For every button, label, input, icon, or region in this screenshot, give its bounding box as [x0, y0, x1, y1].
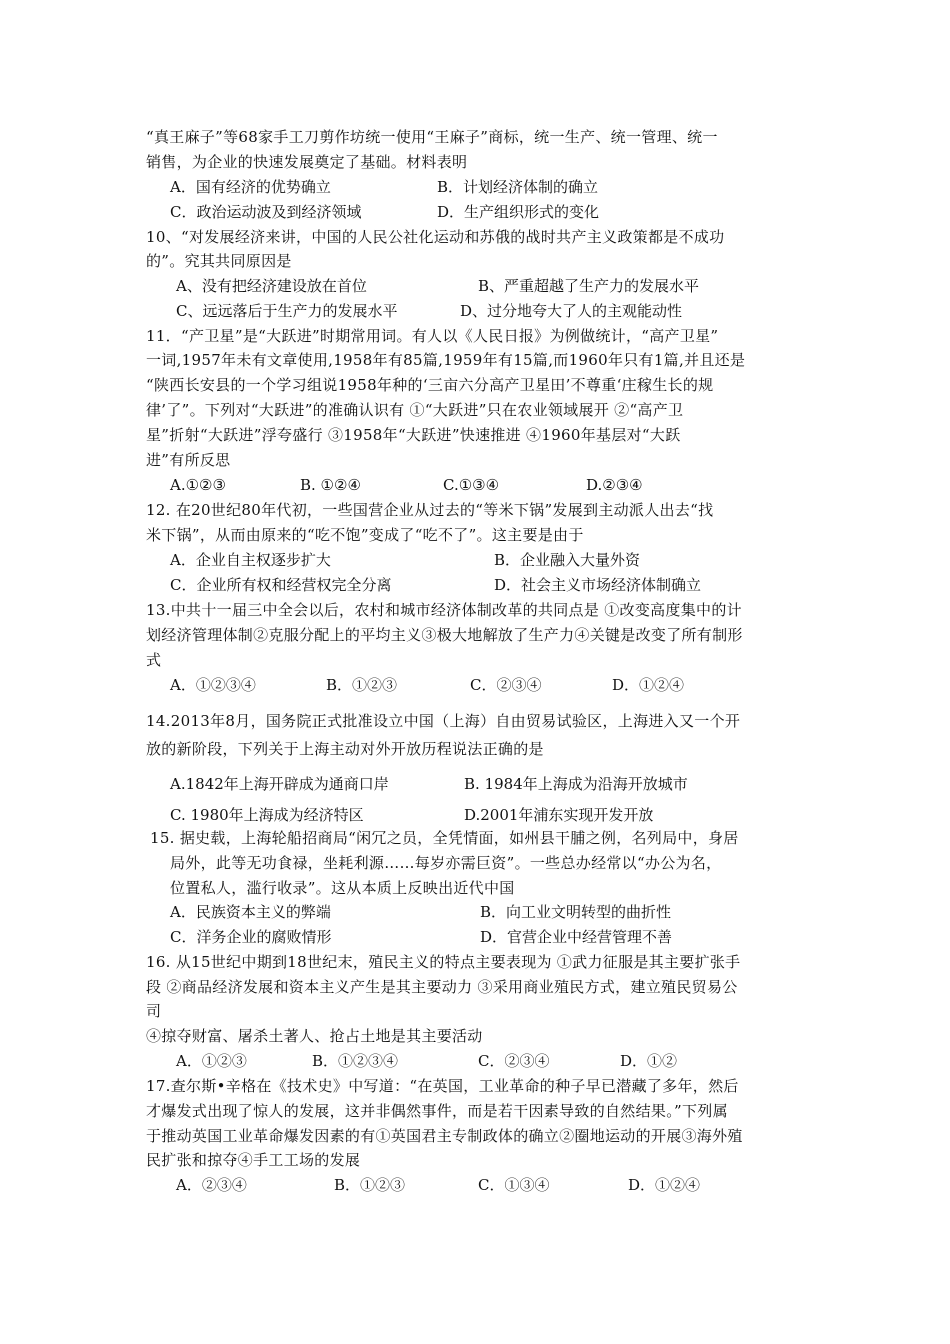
q16-option-c: C．②③④	[478, 1052, 550, 1070]
q17-option-d: D．①②④	[628, 1176, 701, 1194]
q17-option-a: A．②③④	[176, 1176, 247, 1194]
q10-text-line-2: 的”。究其共同原因是	[146, 252, 292, 270]
q14-option-b: B. 1984年上海成为沿海开放城市	[464, 775, 688, 793]
q14-text-line-2: 放的新阶段，下列关于上海主动对外开放历程说法正确的是	[146, 740, 544, 758]
q15-option-c: C．洋务企业的腐败情形	[170, 928, 332, 946]
q12-option-b: B．企业融入大量外资	[494, 551, 641, 569]
q11-option-b: B. ①②④	[300, 476, 361, 494]
q11-text-line-3: “陕西长安县的一个学习组说1958年种的‘三亩六分高产卫星田’不尊重‘庄稼生长的规	[146, 376, 714, 394]
q11-option-a: A.①②③	[170, 476, 226, 494]
q12-option-d: D．社会主义市场经济体制确立	[494, 576, 702, 594]
q17-option-c: C．①③④	[478, 1176, 550, 1194]
q17-text-line-2: 才爆发式出现了惊人的发展，这并非偶然事件，而是若干因素导致的自然结果。”下列属	[146, 1102, 728, 1120]
q11-option-d: D.②③④	[586, 476, 643, 494]
q11-text-line-2: 一词,1957年未有文章使用,1958年有85篇,1959年有15篇,而1960年只有1篇,并且还是	[146, 351, 746, 369]
q15-option-b: B．向工业文明转型的曲折性	[480, 903, 672, 921]
q10-option-c: C、远远落后于生产力的发展水平	[176, 302, 398, 320]
q14-option-d: D.2001年浦东实现开发开放	[464, 806, 654, 824]
q12-text-line-1: 12. 在20世纪80年代初，一些国营企业从过去的“等米下锅”发展到主动派人出去“找	[146, 501, 714, 519]
q13-text-line-2: 划经济管理体制②克服分配上的平均主义③极大地解放了生产力④关键是改变了所有制形	[146, 626, 743, 644]
q11-text-line-6: 进”有所反思	[146, 451, 231, 469]
q17-option-b: B．①②③	[334, 1176, 406, 1194]
q13-option-b: B．①②③	[326, 676, 398, 694]
q14-text-line-1: 14.2013年8月，国务院正式批准设立中国（上海）自由贸易试验区，上海进入又一个开	[146, 712, 741, 730]
q10-option-d: D、过分地夸大了人的主观能动性	[460, 302, 683, 320]
q13-text-line-3: 式	[146, 651, 162, 669]
q10-option-a: A、没有把经济建设放在首位	[176, 277, 367, 295]
q14-option-a: A.1842年上海开辟成为通商口岸	[170, 775, 389, 793]
q13-option-d: D．①②④	[612, 676, 685, 694]
q10-text-line-1: 10、“对发展经济来讲，中国的人民公社化运动和苏俄的战时共产主义政策都是不成功	[146, 228, 725, 246]
q12-option-c: C．企业所有权和经营权完全分离	[170, 576, 392, 594]
q12-text-line-2: 米下锅”，从而由原来的“吃不饱”变成了“吃不了”。这主要是由于	[146, 526, 584, 544]
q9-option-a: A．国有经济的优势确立	[170, 178, 331, 196]
q16-text-line-1: 16. 从15世纪中期到18世纪末，殖民主义的特点主要表现为 ①武力征服是其主要扩张手	[146, 953, 741, 971]
q17-text-line-3: 于推动英国工业革命爆发因素的有①英国君主专制政体的确立②圈地运动的开展③海外殖	[146, 1127, 743, 1145]
q13-option-c: C．②③④	[470, 676, 542, 694]
q15-text-line-2: 局外，此等无功食禄，坐耗利源……每岁亦需巨资”。一些总办经常以“办公为名，	[170, 854, 722, 872]
q11-option-c: C.①③④	[443, 476, 500, 494]
q14-option-c: C. 1980年上海成为经济特区	[170, 806, 364, 824]
q12-option-a: A．企业自主权逐步扩大	[170, 551, 331, 569]
q15-option-d: D．官营企业中经营管理不善	[480, 928, 673, 946]
q9-option-b: B．计划经济体制的确立	[437, 178, 599, 196]
q16-text-line-4: ④掠夺财富、屠杀土著人、抢占土地是其主要活动	[146, 1027, 483, 1045]
q13-option-a: A．①②③④	[170, 676, 256, 694]
q11-text-line-5: 星”折射“大跃进”浮夸盛行 ③1958年“大跃进”快速推进 ④1960年基层对“大跃	[146, 426, 681, 444]
q11-text-line-4: 律’了”。下列对“大跃进”的准确认识有 ①“大跃进”只在农业领域展开 ②“高产卫	[146, 401, 684, 419]
q16-text-line-2: 段 ②商品经济发展和资本主义产生是其主要动力 ③采用商业殖民方式，建立殖民贸易公	[146, 978, 738, 996]
q10-option-b: B、严重超越了生产力的发展水平	[478, 277, 700, 295]
q15-text-line-1: 15. 据史载，上海轮船招商局“闲冗之员，全凭情面，如州县干脯之例，名列局中，身居	[150, 829, 739, 847]
q16-option-a: A．①②③	[176, 1052, 247, 1070]
q16-text-line-3: 司	[146, 1002, 162, 1020]
q17-text-line-1: 17.查尔斯•辛格在《技术史》中写道：“在英国，工业革命的种子早已潜藏了多年，然后	[146, 1077, 739, 1095]
q9-text-line-2: 销售，为企业的快速发展奠定了基础。材料表明	[146, 153, 468, 171]
q9-text-line-1: “真王麻子”等68家手工刀剪作坊统一使用“王麻子”商标，统一生产、统一管理、统一	[146, 128, 718, 146]
q9-option-d: D．生产组织形式的变化	[437, 203, 600, 221]
q16-option-d: D．①②	[620, 1052, 678, 1070]
q16-option-b: B．①②③④	[312, 1052, 399, 1070]
q13-text-line-1: 13.中共十一届三中全会以后，农村和城市经济体制改革的共同点是 ①改变高度集中的计	[146, 601, 742, 619]
q9-option-c: C．政治运动波及到经济领域	[170, 203, 362, 221]
q15-text-line-3: 位置私人，滥行收录”。这从本质上反映出近代中国	[170, 879, 515, 897]
q17-text-line-4: 民扩张和掠夺④手工工场的发展	[146, 1151, 361, 1169]
q15-option-a: A．民族资本主义的弊端	[170, 903, 331, 921]
q11-text-line-1: 11．“产卫星”是“大跃进”时期常用词。有人以《人民日报》为例做统计，“高产卫星”	[146, 327, 719, 345]
